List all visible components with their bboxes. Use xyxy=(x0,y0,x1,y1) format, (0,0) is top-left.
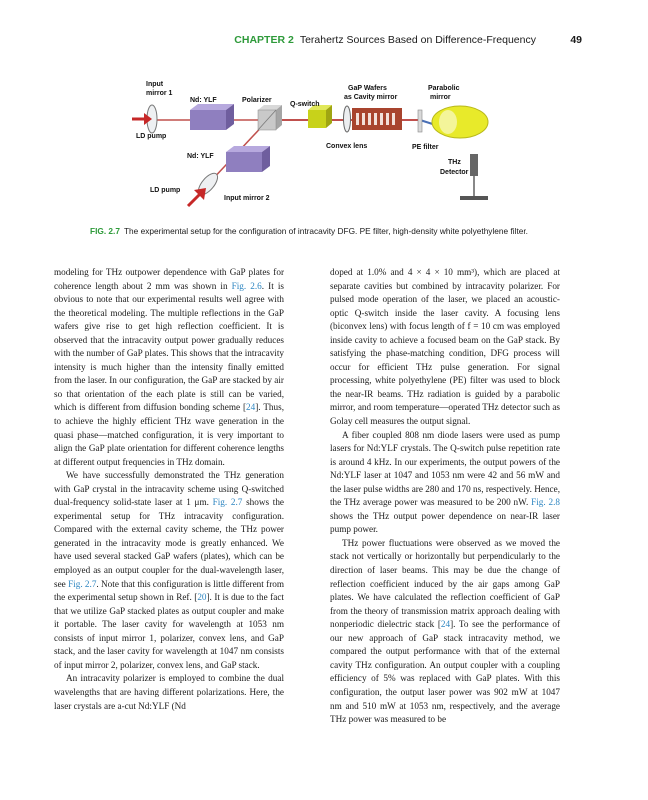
caption-label: FIG. 2.7 xyxy=(90,226,120,236)
label-input-mirror-1a: Input xyxy=(146,81,164,88)
figure-caption xyxy=(90,226,560,237)
label-ld-pump-bottom: LD pump xyxy=(150,187,181,194)
left-column xyxy=(54,266,284,713)
gap-wafer-stack xyxy=(352,108,402,130)
text-run: We have successfully demonstrated the THz generation with GaP crystal in the intracavity scheme using Q-switched dual-frequency solid-state laser at 1 μm. xyxy=(54,470,284,508)
label-gap-wafers-b: as Cavity mirror xyxy=(344,94,398,101)
pe-filter xyxy=(418,110,422,132)
paragraph xyxy=(330,429,560,537)
nd-ylf-crystal-bottom xyxy=(226,146,270,172)
label-input-mirror-1b: mirror 1 xyxy=(146,90,173,97)
paragraph: An intracavity polarizer is employed to combine the dual wavelengths that are having different polarizations. Here, the laser crystals are a-cut Nd:YLF (Nd xyxy=(54,673,284,711)
chapter-title: Terahertz Sources Based on Difference-Frequency xyxy=(299,34,536,46)
paragraph xyxy=(330,537,560,727)
page-number: 49 xyxy=(570,34,582,46)
figure-ref-link[interactable]: Fig. 2.7 xyxy=(68,578,97,589)
text-run: A fiber coupled 808 nm diode lasers were used as pump lasers for Nd:YLF crystals. The Q-switch pulse repetition rate is around 4 kHz. In our experiments, the output powers of the Nd:YLF laser at 1047 and 1053 nm were 42 and 56 mW and the laser pulse widths are 280 and 170 ns, respectively. Hence, the THz average power was measured to be 200 nW. xyxy=(330,429,560,508)
setup-diagram xyxy=(130,72,530,222)
label-nd-ylf-bottom: Nd: YLF xyxy=(187,153,214,160)
citation-link[interactable]: 24 xyxy=(246,402,256,413)
citation-link[interactable]: 24 xyxy=(440,619,451,630)
label-convex-lens: Convex lens xyxy=(326,143,368,150)
chapter-heading xyxy=(234,34,536,46)
thz-detector xyxy=(460,154,488,200)
text-run: ]. It is due to the fact that we utilize GaP stacked plates as output coupler and make it portable. The laser cavity for wavelength at 1053 nm consists of input mirror 1, polarizer, convex lens, and GaP stack, and the laser cavity for wavelength at 1047 nm consists of input mirror 2, polarizer, convex lens, and GaP stack. xyxy=(54,592,284,670)
text-run: THz power fluctuations were observed as we moved the stack not vertically or horizontally but perpendicularly to the direction of laser beams. This may be due the change of reflection coefficient induced by the air gaps among GaP plates. We have calculated the reflection coefficient of GaP from the theory of transmission matrix approach dealing with nonperiodic dielectric stack [ xyxy=(330,537,560,630)
q-switch xyxy=(308,105,332,128)
label-q-switch: Q-switch xyxy=(290,101,320,108)
figure-ref-link[interactable]: Fig. 2.6 xyxy=(231,280,262,291)
figure-ref-link[interactable]: Fig. 2.8 xyxy=(531,497,560,508)
label-ld-pump-top: LD pump xyxy=(136,133,167,140)
paragraph xyxy=(54,266,284,469)
parabolic-mirror xyxy=(432,106,488,138)
citation-link[interactable]: 20 xyxy=(197,592,207,603)
running-header xyxy=(0,34,648,48)
convex-lens xyxy=(344,106,351,132)
label-thz-detector-a: THz xyxy=(448,159,461,166)
paragraph xyxy=(54,469,284,672)
label-pe-filter: PE filter xyxy=(412,144,439,151)
polarizer-cube xyxy=(258,105,282,130)
label-polarizer: Polarizer xyxy=(242,97,272,104)
nd-ylf-crystal-top xyxy=(190,104,234,130)
label-input-mirror-2: Input mirror 2 xyxy=(224,195,270,202)
ld-pump-arrow-bottom xyxy=(188,194,200,206)
text-run: shows the THz output power dependence on near-IR laser pump power. xyxy=(330,510,560,535)
paragraph: doped at 1.0% and 4 × 4 × 10 mm³), which are placed at separate cavities but combined by intracavity polarizer. For pulsed mode operation of the laser, we placed an acoustic-optic Q-switch inside the laser cavity. A focusing lens (biconvex lens) with focus length of f = 10 cm was employed inside cavity to achieve a focused beam on the GaP stack. By satisfying the phase-matching condition, DFG process will occur for efficient THz pulse generation. For signal processing, white polyethylene (PE) filter was used to block the near-IR beams. THz radiation is guided by a parabolic mirror, and room temperature—operated THz detector such as Golay cell measures the output signal. xyxy=(330,267,560,427)
label-gap-wafers-a: GaP Wafers xyxy=(348,85,387,92)
text-run: . Note that this configuration is little different from the experimental setup shown in Ref. [ xyxy=(54,578,284,603)
right-column xyxy=(330,266,560,727)
text-run: modeling for THz outpower dependence with GaP plates for coherence length about 2 mm was shown in xyxy=(54,267,284,291)
figure-ref-link[interactable]: Fig. 2.7 xyxy=(212,497,243,508)
caption-text: The experimental setup for the configuration of intracavity DFG. PE filter, high-density white polyethylene filter. xyxy=(123,226,528,236)
label-parabolic-a: Parabolic xyxy=(428,85,460,92)
text-run: . It is obvious to note that our experimental results well agree with the theoretical modeling. The multiple reflections in the GaP wafers give rise to get high reflection coefficient. It is observed that the intracavity output power gradually reduces with the number of GaP plates. This shows that the intracavity intensity is much higher than the intensity finally emitted from the laser. In our configuration, the GaP are stacked by air so that orientation of the each plate is still can be varied, which is different from diffusion bonding scheme [ xyxy=(54,280,284,413)
label-parabolic-b: mirror xyxy=(430,94,451,101)
setup-figure xyxy=(130,72,530,222)
label-thz-detector-b: Detector xyxy=(440,169,469,176)
text-run: ]. To see the performance of our new approach of GaP stack intracavity method, we compared the output performance with that of the external cavity THz configuration. An output coupler with a coupling efficiency of 5% was replaced with GaP plates. With this configuration, the output laser power was 902 mW at 1047 nm and 510 mW at 1053 nm, respectively, and the average THz power was measured to be xyxy=(330,619,561,725)
text-run: ]. Thus, to achieve the highly efficient THz wave generation in the quasi phase—matched configuration, it is very important to align the GaP plate orientation for different coherence lengths at different output frequencies in THz domain. xyxy=(54,402,284,467)
text-run: shows the experimental setup for THz intracavity configuration. Compared with the external cavity scheme, the THz power generated in the intracavity mode is greatly enhanced. We have used several stacked GaP wafers (plates), which can be employed as an output coupler for the dual-wavelength laser, see xyxy=(54,497,285,589)
label-nd-ylf-top: Nd: YLF xyxy=(190,97,217,104)
chapter-label: CHAPTER 2 xyxy=(234,34,294,46)
